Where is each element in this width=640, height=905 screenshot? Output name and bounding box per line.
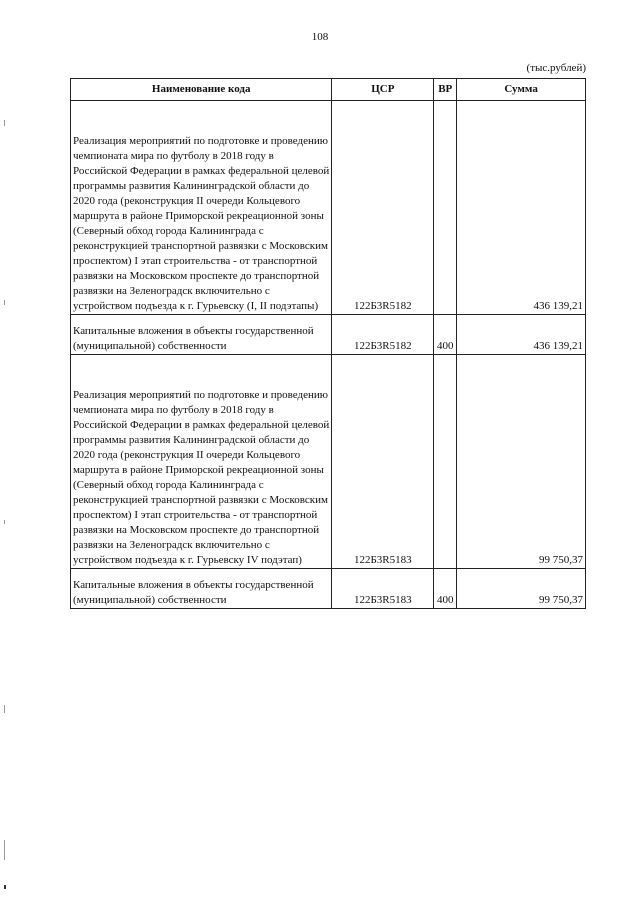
scan-margin-mark xyxy=(4,300,5,305)
scan-margin-mark xyxy=(4,840,5,860)
table-row xyxy=(71,101,586,315)
row-vr: 400 xyxy=(434,315,457,355)
header-sum: Сумма xyxy=(457,79,586,101)
row-csr: 122Б3R5183 xyxy=(332,355,434,569)
row-vr: 400 xyxy=(434,569,457,609)
header-csr: ЦСР xyxy=(332,79,434,101)
table-row xyxy=(71,315,586,355)
table-row xyxy=(71,569,586,609)
row-name: Капитальные вложения в объекты государственной (муниципальной) собственности xyxy=(71,315,332,355)
table-row xyxy=(71,355,586,569)
header-name: Наименование кода xyxy=(71,79,332,101)
row-csr: 122Б3R5182 xyxy=(332,101,434,315)
header-vr: ВР xyxy=(434,79,457,101)
row-sum: 99 750,37 xyxy=(457,569,586,609)
scan-margin-mark xyxy=(4,520,5,524)
row-vr xyxy=(434,101,457,315)
scan-margin-mark xyxy=(4,705,5,713)
budget-table xyxy=(70,78,586,609)
row-csr: 122Б3R5183 xyxy=(332,569,434,609)
page-number: 108 xyxy=(311,31,329,43)
row-sum: 436 139,21 xyxy=(457,315,586,355)
table-header-row xyxy=(71,79,586,101)
scan-margin-mark xyxy=(4,885,6,889)
row-csr: 122Б3R5182 xyxy=(332,315,434,355)
row-vr xyxy=(434,355,457,569)
row-name: Капитальные вложения в объекты государственной (муниципальной) собственности xyxy=(71,569,332,609)
row-name: Реализация мероприятий по подготовке и проведению чемпионата мира по футболу в 2018 году в Российской Федерации в рамках федеральной целевой программы развития Калининградской области до 2020 года (реконструкция II очереди Кольцевого маршрута в районе Приморской рекреационной зоны (Северный обход города Калининграда с реконструкцией транспортной развязки с Московским проспектом) I этап строительства - от транспортной развязки на Московском проспекте до транспортной развязки на Зеленоградск включительно с устройством подъезда к г. Гурьевску (I, II подэтапы) xyxy=(71,101,332,315)
row-name: Реализация мероприятий по подготовке и проведению чемпионата мира по футболу в 2018 году в Российской Федерации в рамках федеральной целевой программы развития Калининградской области до 2020 года (реконструкция II очереди Кольцевого маршрута в районе Приморской рекреационной зоны (Северный обход города Калининграда с реконструкцией транспортной развязки с Московским проспектом) I этап строительства - от транспортной развязки на Московском проспекте до транспортной развязки на Зеленоградск включительно с устройством подъезда к г. Гурьевску IV подэтап) xyxy=(71,355,332,569)
row-sum: 99 750,37 xyxy=(457,355,586,569)
units-label: (тыс.рублей) xyxy=(526,62,586,74)
scan-margin-mark xyxy=(4,120,5,126)
row-sum: 436 139,21 xyxy=(457,101,586,315)
